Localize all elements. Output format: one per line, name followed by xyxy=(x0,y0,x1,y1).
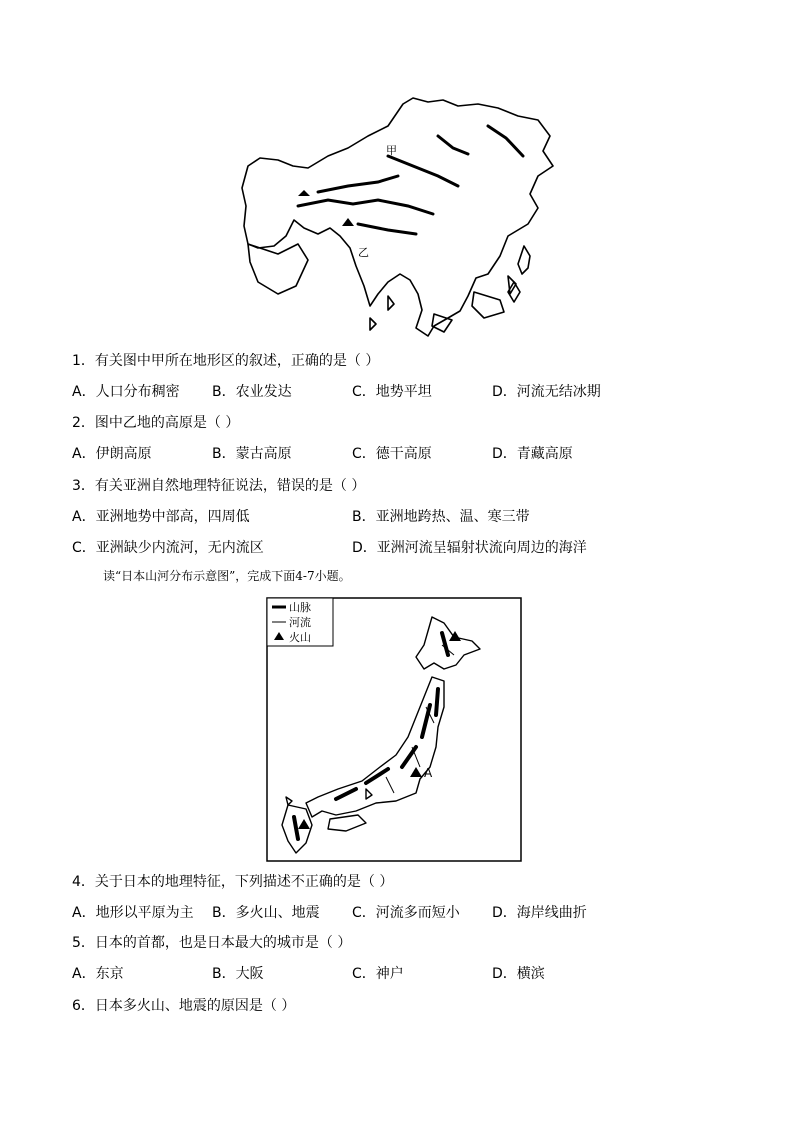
question-2: 2．图中乙地的高原是（ ） xyxy=(72,415,240,431)
q4-option-c[interactable]: C．河流多而短小 xyxy=(352,905,460,921)
q2-option-a[interactable]: A．伊朗高原 xyxy=(72,446,152,462)
q5-option-b[interactable]: B．大阪 xyxy=(212,966,264,982)
q1-option-a[interactable]: A．人口分布稠密 xyxy=(72,384,180,400)
q2-option-d[interactable]: D．青藏高原 xyxy=(492,446,573,462)
map-legend xyxy=(267,598,333,646)
q4-option-a[interactable]: A．地形以平原为主 xyxy=(72,905,194,921)
legend-mountain: 山脉 xyxy=(289,601,311,614)
question-3: 3．有关亚洲自然地理特征说法，错误的是（ ） xyxy=(72,478,366,494)
q1-option-c[interactable]: C．地势平坦 xyxy=(352,384,432,400)
q3-option-b[interactable]: B．亚洲地跨热、温、寒三带 xyxy=(352,509,530,525)
q5-option-d[interactable]: D．横滨 xyxy=(492,966,545,982)
question-5: 5．日本的首都，也是日本最大的城市是（ ） xyxy=(72,935,352,951)
label-jia: 甲 xyxy=(386,144,397,157)
q5-option-a[interactable]: A．东京 xyxy=(72,966,124,982)
japan-map xyxy=(266,597,522,862)
q2-option-c[interactable]: C．德干高原 xyxy=(352,446,432,462)
label-a: A xyxy=(424,766,433,780)
q2-option-b[interactable]: B．蒙古高原 xyxy=(212,446,292,462)
asia-map xyxy=(238,96,558,341)
legend-river: 河流 xyxy=(289,616,311,629)
question-1: 1．有关图中甲所在地形区的叙述，正确的是（ ） xyxy=(72,353,380,369)
legend-volcano: 火山 xyxy=(289,631,311,644)
reading-intro: 读“日本山河分布示意图”，完成下面4-7小题。 xyxy=(103,569,351,583)
q3-option-c[interactable]: C．亚洲缺少内流河，无内流区 xyxy=(72,540,264,556)
q3-option-d[interactable]: D．亚洲河流呈辐射状流向周边的海洋 xyxy=(352,540,587,556)
label-yi: 乙 xyxy=(358,246,369,259)
q5-option-c[interactable]: C．神户 xyxy=(352,966,404,982)
question-4: 4．关于日本的地理特征，下列描述不正确的是（ ） xyxy=(72,874,394,890)
q1-option-d[interactable]: D．河流无结冰期 xyxy=(492,384,601,400)
question-6: 6．日本多火山、地震的原因是（ ） xyxy=(72,998,296,1014)
q1-option-b[interactable]: B．农业发达 xyxy=(212,384,292,400)
q3-option-a[interactable]: A．亚洲地势中部高，四周低 xyxy=(72,509,250,525)
q4-option-b[interactable]: B．多火山、地震 xyxy=(212,905,320,921)
q4-option-d[interactable]: D．海岸线曲折 xyxy=(492,905,587,921)
